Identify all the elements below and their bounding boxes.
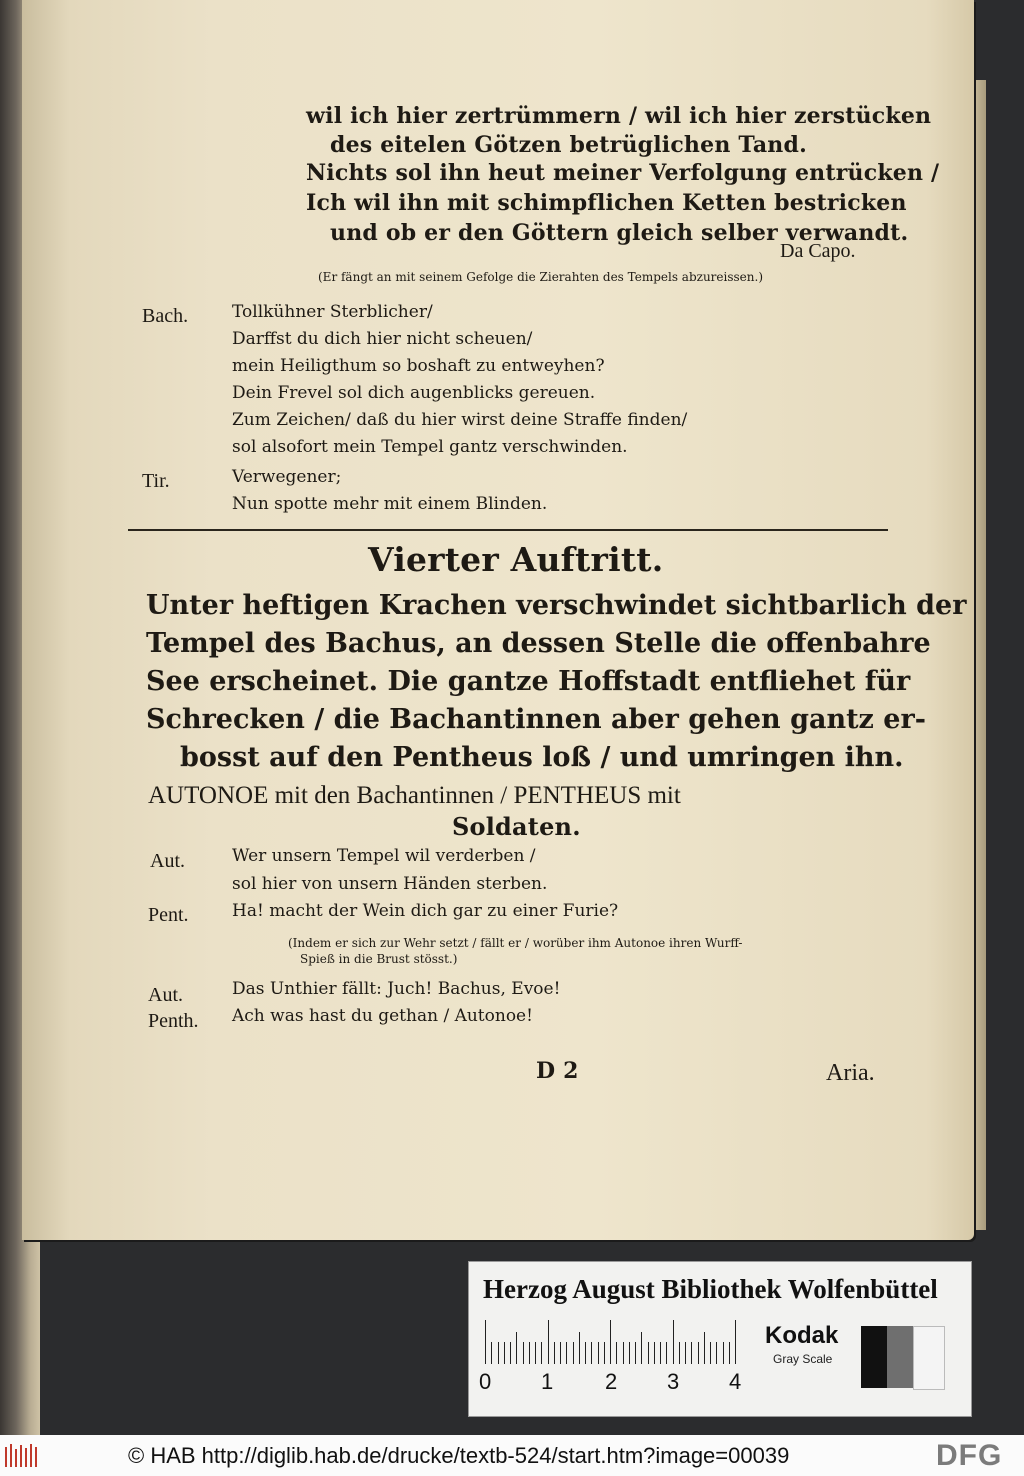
ruler-tick bbox=[535, 1342, 536, 1364]
ruler-tick bbox=[548, 1320, 549, 1364]
ruler-number: 1 bbox=[541, 1369, 554, 1394]
dialogue-line: Ach was hast du gethan / Autonoe! bbox=[232, 1006, 533, 1026]
dialogue-line: Das Unthier fällt: Juch! Bachus, Evoe! bbox=[232, 979, 561, 999]
ruler-tick bbox=[704, 1332, 705, 1364]
stage-direction: (Er fängt an mit seinem Gefolge die Zierahten des Tempels abzureissen.) bbox=[318, 270, 764, 284]
song-line: wil ich hier zertrümmern / wil ich hier zerstücken bbox=[306, 103, 932, 129]
dialogue-line: Dein Frevel sol dich augenblicks gereuen. bbox=[232, 383, 596, 403]
scene-description-line: Unter heftigen Krachen verschwindet sichtbarlich der bbox=[146, 590, 967, 621]
scene-description-line: bosst auf den Pentheus loß / und umringen ihn. bbox=[180, 742, 904, 773]
page-signature: D 2 bbox=[536, 1058, 579, 1084]
ruler-tick bbox=[716, 1342, 717, 1364]
ruler-tick bbox=[641, 1332, 642, 1364]
dfg-logo: DFG bbox=[936, 1439, 1003, 1472]
speaker-label: Aut. bbox=[148, 984, 183, 1006]
ruler-tick bbox=[485, 1320, 486, 1364]
ruler-tick bbox=[579, 1332, 580, 1364]
catchword: Aria. bbox=[826, 1060, 875, 1086]
ruler-tick bbox=[541, 1342, 542, 1364]
dialogue-line: Darffst du dich hier nicht scheuen/ bbox=[232, 329, 533, 349]
gray-scale-label: Gray Scale bbox=[773, 1352, 833, 1366]
ruler-tick bbox=[491, 1342, 492, 1364]
dialogue-line: mein Heiligthum so boshaft zu entweyhen? bbox=[232, 356, 605, 376]
footer-bar bbox=[0, 1435, 1024, 1476]
ruler-tick bbox=[698, 1342, 699, 1364]
ruler-number: 0 bbox=[479, 1369, 492, 1394]
stage-direction: (Indem er sich zur Wehr setzt / fällt er / worüber ihm Autonoe ihren Wurff- bbox=[288, 936, 743, 950]
speaker-label: Aut. bbox=[150, 850, 185, 872]
library-name: Herzog August Bibliothek Wolfenbüttel bbox=[483, 1274, 938, 1304]
ruler-number: 4 bbox=[729, 1369, 742, 1394]
scene-description-line: Schrecken / die Bachantinnen aber gehen gantz er- bbox=[146, 704, 926, 735]
ruler-number: 3 bbox=[667, 1369, 680, 1394]
ruler-tick bbox=[573, 1342, 574, 1364]
color-target-card bbox=[468, 1261, 972, 1417]
ruler-tick bbox=[635, 1342, 636, 1364]
ruler-tick bbox=[679, 1342, 680, 1364]
ruler-tick bbox=[691, 1342, 692, 1364]
ruler-tick bbox=[504, 1342, 505, 1364]
ruler-tick bbox=[623, 1342, 624, 1364]
page-edge bbox=[972, 80, 986, 1230]
ruler-tick bbox=[604, 1342, 605, 1364]
song-line: Ich wil ihn mit schimpflichen Ketten bestricken bbox=[306, 190, 907, 216]
speaker-label: Pent. bbox=[148, 904, 189, 926]
ruler-tick bbox=[729, 1342, 730, 1364]
ruler-tick bbox=[560, 1342, 561, 1364]
ruler-tick bbox=[585, 1342, 586, 1364]
song-line: und ob er den Göttern gleich selber verwandt. bbox=[330, 220, 909, 246]
ruler-tick bbox=[523, 1342, 524, 1364]
ruler-tick bbox=[498, 1342, 499, 1364]
dialogue-line: Wer unsern Tempel wil verderben / bbox=[232, 846, 536, 866]
speaker-label: Bach. bbox=[142, 305, 189, 327]
copyright-url[interactable]: © HAB http://diglib.hab.de/drucke/textb-524/start.htm?image=00039 bbox=[128, 1443, 790, 1468]
gray-swatch bbox=[913, 1326, 945, 1390]
dialogue-line: Verwegener; bbox=[232, 467, 342, 487]
speaker-label: Penth. bbox=[148, 1010, 199, 1032]
ruler bbox=[485, 1320, 745, 1364]
ruler-number: 2 bbox=[605, 1369, 618, 1394]
stage-direction: Spieß in die Brust stösst.) bbox=[300, 952, 458, 966]
ruler-tick bbox=[685, 1342, 686, 1364]
divider-rule bbox=[128, 529, 888, 531]
ruler-tick bbox=[710, 1342, 711, 1364]
ruler-tick bbox=[598, 1342, 599, 1364]
dialogue-line: Ha! macht der Wein dich gar zu einer Furie? bbox=[232, 901, 619, 921]
da-capo: Da Capo. bbox=[780, 240, 856, 262]
ruler-tick bbox=[529, 1342, 530, 1364]
ruler-tick bbox=[516, 1332, 517, 1364]
ruler-tick bbox=[566, 1342, 567, 1364]
ruler-tick bbox=[616, 1342, 617, 1364]
ruler-tick bbox=[510, 1342, 511, 1364]
dialogue-line: Zum Zeichen/ daß du hier wirst deine Straffe finden/ bbox=[232, 410, 688, 430]
gray-swatch bbox=[861, 1326, 887, 1388]
dialogue-line: sol hier von unsern Händen sterben. bbox=[232, 874, 548, 894]
ruler-tick bbox=[666, 1342, 667, 1364]
ruler-tick bbox=[673, 1320, 674, 1364]
hab-logo-icon bbox=[4, 1443, 42, 1469]
song-line: Nichts sol ihn heut meiner Verfolgung entrücken / bbox=[306, 160, 940, 186]
kodak-logo: Kodak bbox=[765, 1322, 839, 1349]
ruler-tick bbox=[610, 1320, 611, 1364]
ruler-tick bbox=[648, 1342, 649, 1364]
scene-description-line: See erscheinet. Die gantze Hoffstadt entfliehet für bbox=[146, 666, 911, 697]
ruler-tick bbox=[723, 1342, 724, 1364]
dialogue-line: Tollkühner Sterblicher/ bbox=[232, 302, 433, 322]
ruler-tick bbox=[629, 1342, 630, 1364]
scene-description-line: Tempel des Bachus, an dessen Stelle die offenbahre bbox=[146, 628, 931, 659]
ruler-tick bbox=[654, 1342, 655, 1364]
ruler-tick bbox=[735, 1320, 736, 1364]
cast-list: Soldaten. bbox=[452, 812, 581, 841]
ruler-tick bbox=[554, 1342, 555, 1364]
speaker-label: Tir. bbox=[142, 470, 170, 492]
scene-title: Vierter Auftritt. bbox=[368, 540, 664, 579]
ruler-tick bbox=[591, 1342, 592, 1364]
ruler-tick bbox=[660, 1342, 661, 1364]
dialogue-line: Nun spotte mehr mit einem Blinden. bbox=[232, 494, 548, 514]
song-line: des eitelen Götzen betrüglichen Tand. bbox=[330, 132, 807, 158]
gray-swatch bbox=[887, 1326, 913, 1388]
cast-list: AUTONOE mit den Bachantinnen / PENTHEUS mit bbox=[148, 782, 681, 809]
dialogue-line: sol alsofort mein Tempel gantz verschwinden. bbox=[232, 437, 628, 457]
